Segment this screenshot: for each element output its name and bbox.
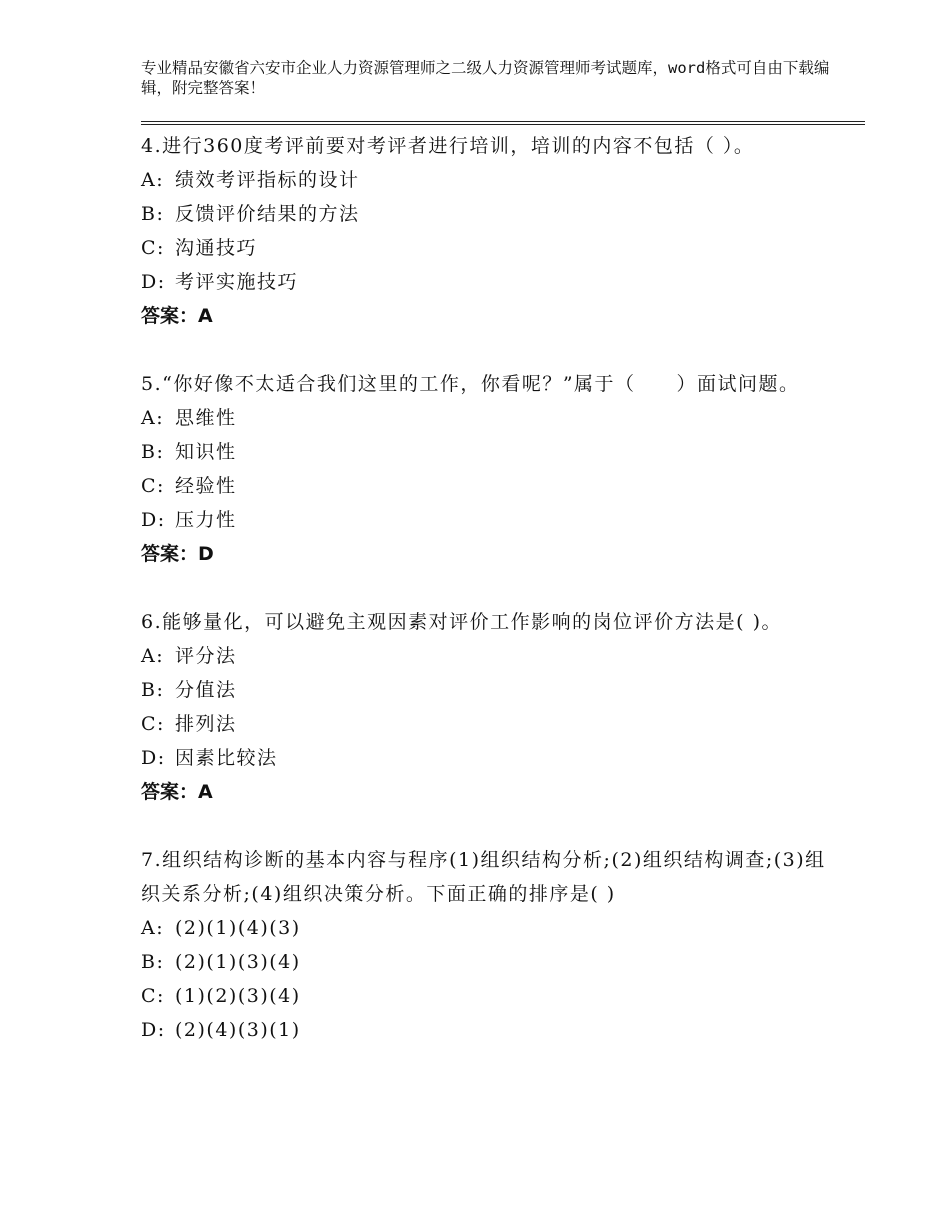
option-key: B: [141, 679, 165, 701]
option-text: 排列法 [175, 713, 237, 735]
option-text: (2)(1)(4)(3) [175, 917, 301, 939]
option-key: C: [141, 985, 165, 1007]
option-text: 经验性 [175, 475, 237, 497]
option-key: A: [141, 169, 165, 191]
option-text: 反馈评价结果的方法 [175, 203, 360, 225]
option-key: B: [141, 951, 165, 973]
option-text: 沟通技巧 [175, 237, 258, 259]
answer-label: 答案：A [141, 305, 213, 327]
option-d [141, 741, 831, 775]
option-key: A: [141, 917, 165, 939]
option-c [141, 231, 831, 265]
option-text: 因素比较法 [175, 747, 278, 769]
option-c [141, 979, 831, 1013]
option-text: 压力性 [175, 509, 237, 531]
document-header: 专业精品安徽省六安市企业人力资源管理师之二级人力资源管理师考试题库，word格式可自由下载编辑，附完整答案！ [141, 59, 830, 97]
option-text: 思维性 [175, 407, 237, 429]
option-a [141, 639, 831, 673]
question-7 [141, 843, 831, 1047]
option-key: B: [141, 203, 165, 225]
answer-label: 答案：A [141, 781, 213, 803]
option-key: C: [141, 475, 165, 497]
option-text: 评分法 [175, 645, 237, 667]
option-key: C: [141, 237, 165, 259]
option-d [141, 1013, 831, 1047]
question-spacer [141, 809, 831, 843]
question-4 [141, 129, 831, 333]
option-key: D: [141, 509, 166, 531]
option-b [141, 197, 831, 231]
option-text: (2)(4)(3)(1) [175, 1019, 301, 1041]
option-a [141, 163, 831, 197]
option-c [141, 707, 831, 741]
option-key: D: [141, 747, 166, 769]
option-text: 考评实施技巧 [175, 271, 299, 293]
question-list [141, 129, 831, 1047]
option-text: (2)(1)(3)(4) [175, 951, 301, 973]
option-a [141, 911, 831, 945]
option-d [141, 503, 831, 537]
option-key: C: [141, 713, 165, 735]
option-b [141, 673, 831, 707]
option-d [141, 265, 831, 299]
option-key: A: [141, 407, 165, 429]
question-text: 7.组织结构诊断的基本内容与程序(1)组织结构分析;(2)组织结构调查;(3)组织关系分析;(4)组织决策分析。下面正确的排序是( ) [141, 849, 826, 905]
answer-label: 答案：D [141, 543, 214, 565]
option-text: 分值法 [175, 679, 237, 701]
option-b [141, 435, 831, 469]
header-divider [141, 121, 865, 125]
option-text: (1)(2)(3)(4) [175, 985, 301, 1007]
option-c [141, 469, 831, 503]
question-text: 4.进行360度考评前要对考评者进行培训，培训的内容不包括（ ）。 [141, 135, 755, 157]
option-key: A: [141, 645, 165, 667]
question-spacer [141, 333, 831, 367]
option-a [141, 401, 831, 435]
question-text: 5.“你好像不太适合我们这里的工作，你看呢？”属于（ ）面试问题。 [141, 373, 800, 395]
option-key: D: [141, 271, 166, 293]
question-spacer [141, 571, 831, 605]
question-text: 6.能够量化，可以避免主观因素对评价工作影响的岗位评价方法是( )。 [141, 611, 782, 633]
question-5 [141, 367, 831, 571]
question-6 [141, 605, 831, 809]
option-key: B: [141, 441, 165, 463]
option-key: D: [141, 1019, 166, 1041]
option-text: 绩效考评指标的设计 [175, 169, 360, 191]
option-b [141, 945, 831, 979]
option-text: 知识性 [175, 441, 237, 463]
